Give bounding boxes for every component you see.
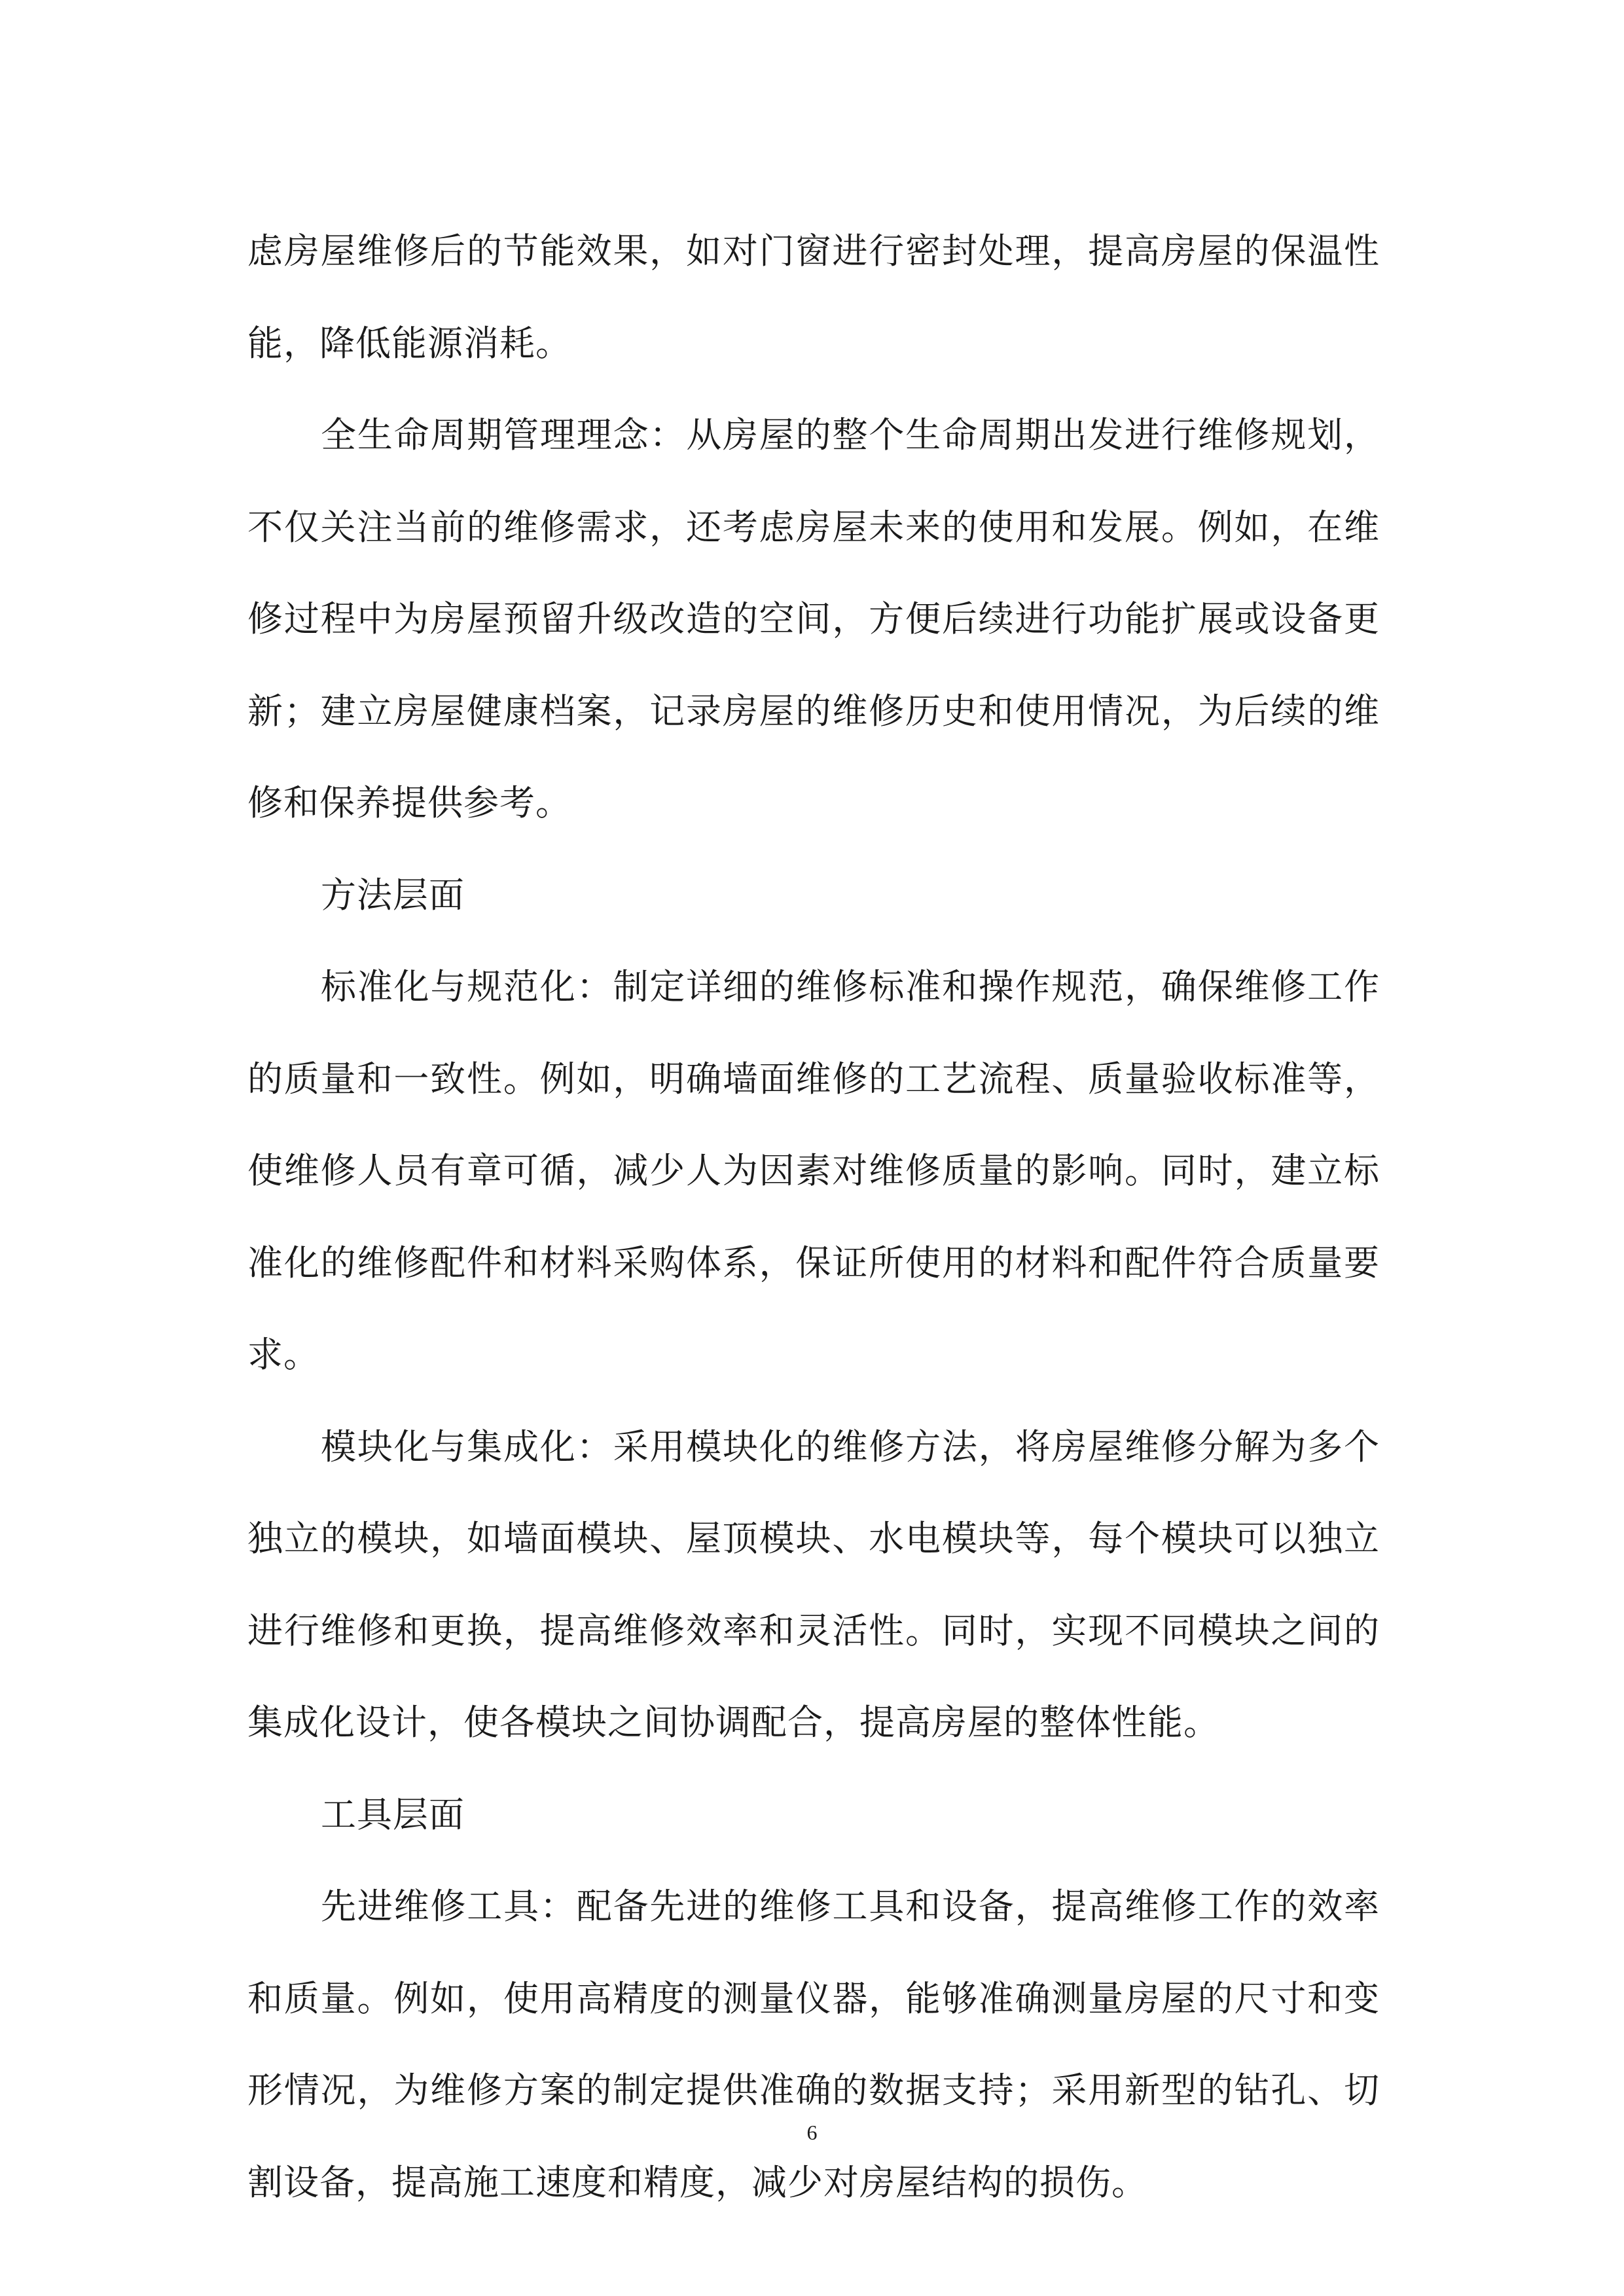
paragraph-continuation: 虑房屋维修后的节能效果，如对门窗进行密封处理，提高房屋的保温性能，降低能源消耗。 [247, 230, 1380, 364]
paragraph-modularization: 模块化与集成化：采用模块化的维修方法，将房屋维修分解为多个独立的模块，如墙面模块、屋顶模块、水电模块等，每个模块可以独立进行维修和更换，提高维修效率和灵活性。同时，实现不同模块之间的集成化设计，使各模块之间协调配合，提高房屋的整体性能。 [247, 1426, 1380, 1743]
page-number: 6 [806, 2121, 818, 2144]
paragraph-standardization: 标准化与规范化：制定详细的维修标准和操作规范，确保维修工作的质量和一致性。例如，明确墙面维修的工艺流程、质量验收标准等，使维修人员有章可循，减少人为因素对维修质量的影响。同时，建立标准化的维修配件和材料采购体系，保证所使用的材料和配件符合质量要求。 [247, 966, 1380, 1375]
paragraph-advanced-tools: 先进维修工具：配备先进的维修工具和设备，提高维修工作的效率和质量。例如，使用高精度的测量仪器，能够准确测量房屋的尺寸和变形情况，为维修方案的制定提供准确的数据支持；采用新型的钻孔、切割设备，提高施工速度和精度，减少对房屋结构的损伤。 [247, 1886, 1380, 2203]
body-text [247, 206, 1380, 2229]
paragraph-lifecycle-management: 全生命周期管理理念：从房屋的整个生命周期出发进行维修规划，不仅关注当前的维修需求，还考虑房屋未来的使用和发展。例如，在维修过程中为房屋预留升级改造的空间，方便后续进行功能扩展或设备更新；建立房屋健康档案，记录房屋的维修历史和使用情况，为后续的维修和保养提供参考。 [247, 414, 1380, 823]
section-heading-tools: 工具层面 [321, 1793, 465, 1835]
section-heading-method: 方法层面 [321, 874, 465, 916]
